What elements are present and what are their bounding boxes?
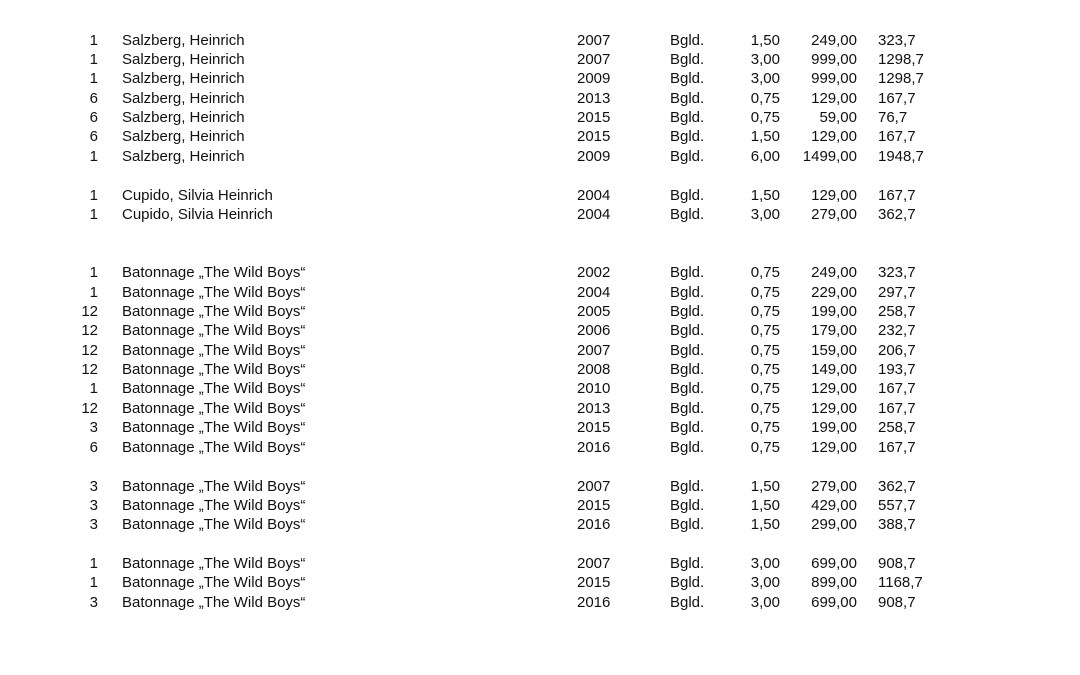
gross-price-cell: 167,7	[878, 380, 916, 397]
vintage-year-cell: 2007	[577, 342, 611, 359]
table-row	[0, 554, 1080, 573]
region-cell: Bgld.	[670, 109, 705, 126]
vintage-year-cell: 2007	[577, 51, 611, 68]
price-cell: 129,00	[811, 128, 857, 145]
region-cell: Bgld.	[670, 70, 705, 87]
quantity-cell: 1	[89, 284, 98, 301]
price-cell: 129,00	[811, 439, 857, 456]
region-cell: Bgld.	[670, 497, 705, 514]
table-row	[0, 496, 1080, 515]
price-cell: 249,00	[811, 32, 857, 49]
bottle-size-cell: 0,75	[750, 284, 780, 301]
gross-price-cell: 323,7	[878, 32, 916, 49]
wine-name-cell: Cupido, Silvia Heinrich	[122, 187, 273, 204]
region-cell: Bgld.	[670, 555, 705, 572]
price-cell: 199,00	[811, 419, 857, 436]
price-cell: 899,00	[811, 574, 857, 591]
vintage-year-cell: 2007	[577, 32, 611, 49]
wine-name-cell: Batonnage „The Wild Boys“	[122, 555, 306, 572]
table-row	[0, 89, 1080, 108]
region-cell: Bgld.	[670, 51, 705, 68]
table-row	[0, 360, 1080, 379]
table-row	[0, 399, 1080, 418]
price-cell: 59,00	[819, 109, 857, 126]
wine-name-cell: Salzberg, Heinrich	[122, 32, 245, 49]
bottle-size-cell: 3,00	[750, 70, 780, 87]
wine-name-cell: Salzberg, Heinrich	[122, 128, 245, 145]
vintage-year-cell: 2015	[577, 128, 611, 145]
gross-price-cell: 167,7	[878, 128, 916, 145]
wine-name-cell: Batonnage „The Wild Boys“	[122, 516, 306, 533]
vintage-year-cell: 2005	[577, 303, 611, 320]
wine-name-cell: Batonnage „The Wild Boys“	[122, 497, 306, 514]
region-cell: Bgld.	[670, 439, 705, 456]
price-cell: 229,00	[811, 284, 857, 301]
price-cell: 159,00	[811, 342, 857, 359]
table-row	[0, 127, 1080, 146]
price-cell: 149,00	[811, 361, 857, 378]
gross-price-cell: 206,7	[878, 342, 916, 359]
quantity-cell: 1	[89, 187, 98, 204]
wine-name-cell: Batonnage „The Wild Boys“	[122, 400, 306, 417]
table-row	[0, 186, 1080, 205]
bottle-size-cell: 0,75	[750, 419, 780, 436]
quantity-cell: 3	[89, 594, 98, 611]
bottle-size-cell: 1,50	[750, 32, 780, 49]
quantity-cell: 1	[89, 70, 98, 87]
gross-price-cell: 908,7	[878, 594, 916, 611]
price-cell: 429,00	[811, 497, 857, 514]
price-cell: 199,00	[811, 303, 857, 320]
region-cell: Bgld.	[670, 574, 705, 591]
wine-name-cell: Salzberg, Heinrich	[122, 70, 245, 87]
table-row	[0, 477, 1080, 496]
vintage-year-cell: 2008	[577, 361, 611, 378]
vintage-year-cell: 2009	[577, 148, 611, 165]
table-row	[0, 147, 1080, 166]
gross-price-cell: 1298,7	[878, 70, 924, 87]
wine-name-cell: Salzberg, Heinrich	[122, 90, 245, 107]
price-cell: 129,00	[811, 90, 857, 107]
table-row	[0, 438, 1080, 457]
table-row	[0, 69, 1080, 88]
table-row	[0, 321, 1080, 340]
bottle-size-cell: 1,50	[750, 478, 780, 495]
quantity-cell: 1	[89, 148, 98, 165]
wine-name-cell: Salzberg, Heinrich	[122, 51, 245, 68]
quantity-cell: 1	[89, 264, 98, 281]
bottle-size-cell: 0,75	[750, 109, 780, 126]
gross-price-cell: 323,7	[878, 264, 916, 281]
quantity-cell: 6	[89, 109, 98, 126]
wine-name-cell: Batonnage „The Wild Boys“	[122, 439, 306, 456]
quantity-cell: 1	[89, 206, 98, 223]
table-row	[0, 573, 1080, 592]
quantity-cell: 6	[89, 128, 98, 145]
bottle-size-cell: 6,00	[750, 148, 780, 165]
bottle-size-cell: 1,50	[750, 128, 780, 145]
vintage-year-cell: 2004	[577, 206, 611, 223]
vintage-year-cell: 2016	[577, 594, 611, 611]
quantity-cell: 6	[89, 90, 98, 107]
vintage-year-cell: 2015	[577, 574, 611, 591]
region-cell: Bgld.	[670, 380, 705, 397]
table-row	[0, 108, 1080, 127]
bottle-size-cell: 0,75	[750, 90, 780, 107]
table-row	[0, 593, 1080, 612]
vintage-year-cell: 2006	[577, 322, 611, 339]
region-cell: Bgld.	[670, 516, 705, 533]
wine-name-cell: Batonnage „The Wild Boys“	[122, 380, 306, 397]
table-row	[0, 31, 1080, 50]
table-row	[0, 302, 1080, 321]
bottle-size-cell: 3,00	[750, 574, 780, 591]
wine-name-cell: Batonnage „The Wild Boys“	[122, 303, 306, 320]
price-cell: 279,00	[811, 478, 857, 495]
bottle-size-cell: 3,00	[750, 555, 780, 572]
table-row	[0, 341, 1080, 360]
table-row	[0, 283, 1080, 302]
vintage-year-cell: 2004	[577, 284, 611, 301]
wine-name-cell: Batonnage „The Wild Boys“	[122, 361, 306, 378]
quantity-cell: 6	[89, 439, 98, 456]
bottle-size-cell: 0,75	[750, 361, 780, 378]
gross-price-cell: 1168,7	[878, 574, 923, 591]
table-row	[0, 418, 1080, 437]
price-cell: 299,00	[811, 516, 857, 533]
table-row	[0, 515, 1080, 534]
quantity-cell: 1	[89, 51, 98, 68]
vintage-year-cell: 2013	[577, 400, 611, 417]
quantity-cell: 12	[81, 322, 98, 339]
price-cell: 699,00	[811, 594, 857, 611]
bottle-size-cell: 3,00	[750, 206, 780, 223]
region-cell: Bgld.	[670, 90, 705, 107]
bottle-size-cell: 1,50	[750, 516, 780, 533]
wine-name-cell: Batonnage „The Wild Boys“	[122, 284, 306, 301]
bottle-size-cell: 0,75	[750, 264, 780, 281]
bottle-size-cell: 3,00	[750, 51, 780, 68]
price-cell: 249,00	[811, 264, 857, 281]
vintage-year-cell: 2004	[577, 187, 611, 204]
gross-price-cell: 362,7	[878, 206, 916, 223]
wine-name-cell: Batonnage „The Wild Boys“	[122, 419, 306, 436]
gross-price-cell: 362,7	[878, 478, 916, 495]
region-cell: Bgld.	[670, 322, 705, 339]
price-cell: 1499,00	[802, 148, 857, 165]
quantity-cell: 1	[89, 574, 98, 591]
wine-name-cell: Salzberg, Heinrich	[122, 148, 245, 165]
wine-name-cell: Batonnage „The Wild Boys“	[122, 342, 306, 359]
vintage-year-cell: 2015	[577, 497, 611, 514]
vintage-year-cell: 2002	[577, 264, 611, 281]
price-cell: 699,00	[811, 555, 857, 572]
price-cell: 129,00	[811, 380, 857, 397]
gross-price-cell: 388,7	[878, 516, 916, 533]
quantity-cell: 1	[89, 380, 98, 397]
bottle-size-cell: 0,75	[750, 342, 780, 359]
gross-price-cell: 557,7	[878, 497, 916, 514]
region-cell: Bgld.	[670, 342, 705, 359]
price-cell: 999,00	[811, 51, 857, 68]
vintage-year-cell: 2015	[577, 419, 611, 436]
quantity-cell: 1	[89, 555, 98, 572]
quantity-cell: 12	[81, 303, 98, 320]
price-cell: 129,00	[811, 400, 857, 417]
quantity-cell: 1	[89, 32, 98, 49]
region-cell: Bgld.	[670, 303, 705, 320]
bottle-size-cell: 0,75	[750, 380, 780, 397]
gross-price-cell: 167,7	[878, 187, 916, 204]
region-cell: Bgld.	[670, 187, 705, 204]
bottle-size-cell: 0,75	[750, 400, 780, 417]
region-cell: Bgld.	[670, 32, 705, 49]
vintage-year-cell: 2007	[577, 478, 611, 495]
wine-name-cell: Salzberg, Heinrich	[122, 109, 245, 126]
gross-price-cell: 1948,7	[878, 148, 924, 165]
vintage-year-cell: 2015	[577, 109, 611, 126]
quantity-cell: 12	[81, 361, 98, 378]
price-cell: 279,00	[811, 206, 857, 223]
gross-price-cell: 167,7	[878, 439, 916, 456]
gross-price-cell: 1298,7	[878, 51, 924, 68]
wine-name-cell: Batonnage „The Wild Boys“	[122, 322, 306, 339]
price-cell: 179,00	[811, 322, 857, 339]
region-cell: Bgld.	[670, 148, 705, 165]
quantity-cell: 3	[89, 419, 98, 436]
gross-price-cell: 193,7	[878, 361, 916, 378]
gross-price-cell: 258,7	[878, 303, 916, 320]
vintage-year-cell: 2013	[577, 90, 611, 107]
wine-name-cell: Batonnage „The Wild Boys“	[122, 264, 306, 281]
region-cell: Bgld.	[670, 478, 705, 495]
vintage-year-cell: 2009	[577, 70, 611, 87]
quantity-cell: 12	[81, 342, 98, 359]
price-cell: 129,00	[811, 187, 857, 204]
gross-price-cell: 232,7	[878, 322, 916, 339]
vintage-year-cell: 2010	[577, 380, 611, 397]
vintage-year-cell: 2016	[577, 439, 611, 456]
gross-price-cell: 167,7	[878, 400, 916, 417]
wine-name-cell: Batonnage „The Wild Boys“	[122, 574, 306, 591]
vintage-year-cell: 2007	[577, 555, 611, 572]
quantity-cell: 12	[81, 400, 98, 417]
table-row	[0, 50, 1080, 69]
quantity-cell: 3	[89, 516, 98, 533]
price-cell: 999,00	[811, 70, 857, 87]
region-cell: Bgld.	[670, 284, 705, 301]
bottle-size-cell: 0,75	[750, 322, 780, 339]
vintage-year-cell: 2016	[577, 516, 611, 533]
gross-price-cell: 76,7	[878, 109, 908, 126]
quantity-cell: 3	[89, 478, 98, 495]
region-cell: Bgld.	[670, 419, 705, 436]
bottle-size-cell: 0,75	[750, 439, 780, 456]
region-cell: Bgld.	[670, 594, 705, 611]
table-row	[0, 205, 1080, 224]
table-row	[0, 263, 1080, 282]
region-cell: Bgld.	[670, 128, 705, 145]
gross-price-cell: 908,7	[878, 555, 916, 572]
region-cell: Bgld.	[670, 361, 705, 378]
quantity-cell: 3	[89, 497, 98, 514]
table-row	[0, 379, 1080, 398]
wine-name-cell: Batonnage „The Wild Boys“	[122, 478, 306, 495]
wine-name-cell: Batonnage „The Wild Boys“	[122, 594, 306, 611]
gross-price-cell: 258,7	[878, 419, 916, 436]
gross-price-cell: 297,7	[878, 284, 916, 301]
bottle-size-cell: 3,00	[750, 594, 780, 611]
bottle-size-cell: 1,50	[750, 497, 780, 514]
wine-name-cell: Cupido, Silvia Heinrich	[122, 206, 273, 223]
gross-price-cell: 167,7	[878, 90, 916, 107]
bottle-size-cell: 1,50	[750, 187, 780, 204]
region-cell: Bgld.	[670, 400, 705, 417]
bottle-size-cell: 0,75	[750, 303, 780, 320]
region-cell: Bgld.	[670, 206, 705, 223]
region-cell: Bgld.	[670, 264, 705, 281]
